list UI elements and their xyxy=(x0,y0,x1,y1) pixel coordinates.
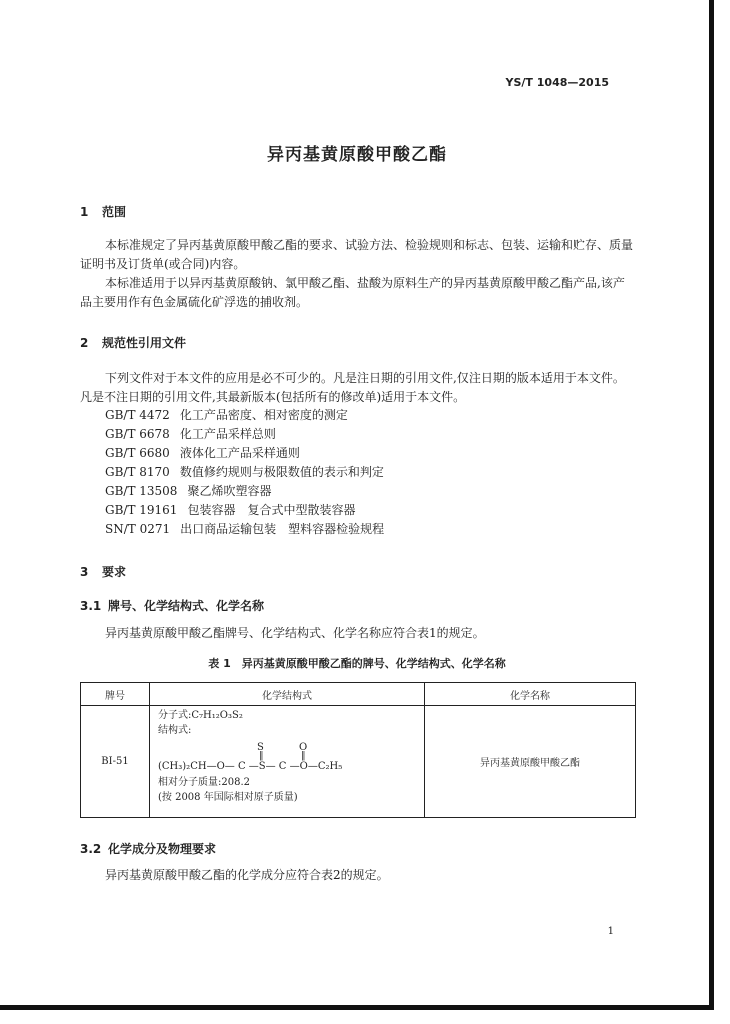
reference-code: GB/T 13508 xyxy=(105,484,178,498)
section-2-number: 2 xyxy=(80,336,89,350)
reference-title: 数值修约规则与极限数值的表示和判定 xyxy=(179,465,384,479)
section-3-heading xyxy=(80,563,126,580)
section-1-paragraph-1: 本标准规定了异丙基黄原酸甲酸乙酯的要求、试验方法、检验规则和标志、包装、运输和贮存、质量证明书及订货单(或合同)内容。 xyxy=(80,238,634,271)
reference-code: GB/T 19161 xyxy=(105,503,178,517)
reference-code: GB/T 6678 xyxy=(105,427,170,441)
table-row xyxy=(81,706,636,818)
reference-item xyxy=(105,501,384,520)
section-3-2-heading xyxy=(80,840,216,857)
reference-item xyxy=(105,444,384,463)
standard-number: YS/T 1048—2015 xyxy=(505,76,609,89)
reference-code: GB/T 4472 xyxy=(105,408,170,422)
section-1-heading xyxy=(80,203,126,220)
reference-title: 化工产品密度、相对密度的测定 xyxy=(179,408,348,422)
molecular-formula: 分子式:C₇H₁₂O₃S₂ xyxy=(158,710,243,721)
reference-title: 出口商品运输包装 塑料容器检验规程 xyxy=(180,522,385,536)
relative-molecular-mass: 相对分子质量:208.2 xyxy=(158,777,250,788)
reference-item xyxy=(105,520,384,539)
reference-item xyxy=(105,482,384,501)
formula-double-bond: ‖ xyxy=(301,751,306,761)
mass-note: (按 2008 年国际相对原子质量) xyxy=(158,792,298,803)
formula-oxygen-top: O xyxy=(299,742,308,753)
section-3-1-number: 3.1 xyxy=(80,599,102,613)
page-number: 1 xyxy=(607,926,614,937)
section-1-number: 1 xyxy=(80,205,89,219)
structural-formula xyxy=(158,740,418,774)
reference-item xyxy=(105,406,384,425)
section-1-title: 范围 xyxy=(102,205,127,219)
section-1-paragraph-2: 本标准适用于以异丙基黄原酸钠、氯甲酸乙酯、盐酸为原料生产的异丙基黄原酸甲酸乙酯产品,该产品主要用作有色金属硫化矿浮选的捕收剂。 xyxy=(80,276,625,309)
cell-chem-name: 异丙基黄原酸甲酸乙酯 xyxy=(425,706,636,818)
header-chem-name: 化学名称 xyxy=(425,683,636,706)
reference-title: 化工产品采样总则 xyxy=(179,427,276,441)
document-title: 异丙基黄原酸甲酸乙酯 xyxy=(267,145,447,165)
section-3-number: 3 xyxy=(80,565,89,579)
section-2-title: 规范性引用文件 xyxy=(102,336,187,350)
table-1 xyxy=(80,682,636,818)
section-3-1-heading xyxy=(80,597,264,614)
header-structure: 化学结构式 xyxy=(150,683,425,706)
formula-main-chain: (CH₃)₂CH—O— C —S— C —O—C₂H₅ xyxy=(158,761,343,772)
reference-title: 包装容器 复合式中型散装容器 xyxy=(187,503,356,517)
header-grade: 牌号 xyxy=(81,683,150,706)
cell-grade: BI-51 xyxy=(81,706,150,818)
reference-code: GB/T 8170 xyxy=(105,465,170,479)
section-3-2-title: 化学成分及物理要求 xyxy=(108,842,217,856)
normative-references-list xyxy=(105,406,384,539)
reference-title: 聚乙烯吹塑容器 xyxy=(187,484,272,498)
section-3-2-paragraph: 异丙基黄原酸甲酸乙酯的化学成分应符合表2的规定。 xyxy=(105,868,389,882)
section-2-heading xyxy=(80,334,186,351)
reference-code: SN/T 0271 xyxy=(105,522,171,536)
formula-sulfur-top: S xyxy=(257,742,264,753)
section-3-2-number: 3.2 xyxy=(80,842,102,856)
section-3-1-paragraph: 异丙基黄原酸甲酸乙酯牌号、化学结构式、化学名称应符合表1的规定。 xyxy=(105,626,485,640)
reference-title: 液体化工产品采样通则 xyxy=(179,446,300,460)
reference-item xyxy=(105,463,384,482)
table-header-row xyxy=(81,683,636,706)
formula-double-bond: ‖ xyxy=(259,751,264,761)
section-3-title: 要求 xyxy=(102,565,127,579)
table-1-caption: 表 1 异丙基黄原酸甲酸乙酯的牌号、化学结构式、化学名称 xyxy=(208,657,506,670)
cell-structure xyxy=(150,706,425,818)
reference-item xyxy=(105,425,384,444)
reference-code: GB/T 6680 xyxy=(105,446,170,460)
section-3-1-title: 牌号、化学结构式、化学名称 xyxy=(108,599,265,613)
section-2-paragraph-1: 下列文件对于本文件的应用是必不可少的。凡是注日期的引用文件,仅注日期的版本适用于本文件。凡是不注日期的引用文件,其最新版本(包括所有的修改单)适用于本文件。 xyxy=(80,371,625,404)
structure-label: 结构式: xyxy=(158,725,192,736)
